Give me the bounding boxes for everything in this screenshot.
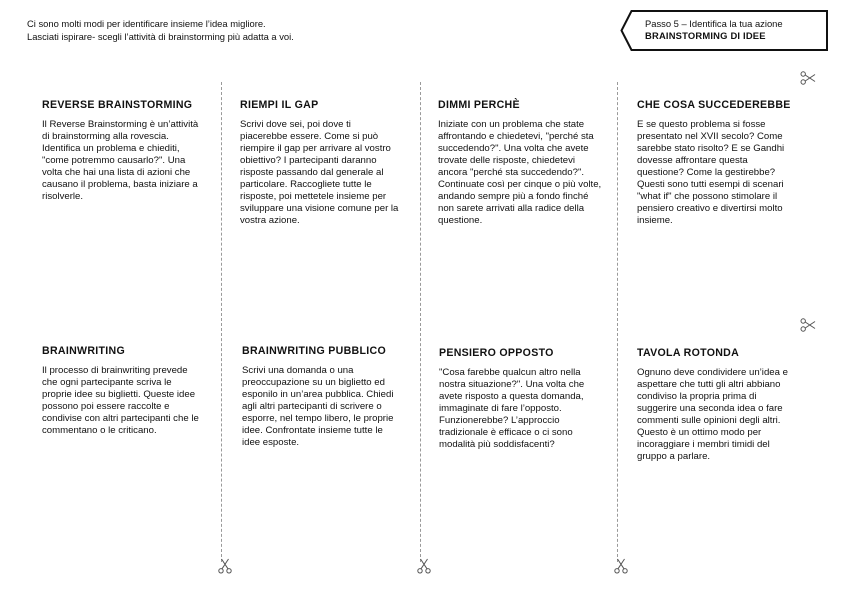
card-body: Il processo di brainwriting prevede che ogni partecipante scriva le proprie idee su biglietti. Queste idee possono poi essere raccolte e condivise con altri partecipanti che le commentano o le criticano. [42, 365, 199, 436]
card-title: TAVOLA ROTONDA [637, 347, 740, 359]
card-title: REVERSE BRAINSTORMING [42, 99, 193, 111]
card-title: DIMMI PERCHÈ [438, 99, 520, 111]
card-body: Ognuno deve condividere un’idea e aspettare che tutti gli altri abbiano condiviso la propria prima di suggerire una seconda idea o fare commenti sulle opinioni degli altri. Questo è un ottimo modo per incoraggiare i membri timidi del gruppo a parlare. [637, 367, 788, 462]
scissors-icon [614, 558, 628, 574]
card-title: BRAINWRITING [42, 345, 126, 357]
activity-card [637, 347, 799, 463]
card-body: "Cosa farebbe qualcun altro nella nostra situazione?". Una volta che avete risposto a questa domanda, immaginate di fare l’opposto. Funzionerebbe? L’approccio tradizionale è efficace o ci sono modalità più soddisfacenti? [439, 367, 585, 450]
activity-card [637, 99, 797, 227]
activity-card [42, 99, 204, 203]
card-title: PENSIERO OPPOSTO [439, 347, 554, 359]
intro-text [27, 17, 294, 43]
step-text [645, 18, 783, 42]
intro-line-1: Ci sono molti modi per identificare insieme l’idea migliore. [27, 18, 266, 29]
card-title: CHE COSA SUCCEDEREBBE [637, 99, 791, 111]
card-title: RIEMPI IL GAP [240, 99, 319, 111]
card-body: Il Reverse Brainstorming è un’attività di brainstorming alla rovescia. Identifica un problema e chiediti, "come potremmo causarlo?". Una volta che hai una lista di azioni che causano il problema, basta iniziare a risolverle. [42, 119, 199, 202]
card-body: Scrivi dove sei, poi dove ti piacerebbe essere. Come si può riempire il gap per arrivare al vostro obiettivo? I partecipanti daranno risposte passando dal generale al particolare. Raccogliete tutte le risposte, poi mettetele insieme per sviluppare una visione comune per la vostra azione. [240, 119, 399, 226]
step-tag [620, 10, 828, 51]
scissors-icon [218, 558, 232, 574]
scissors-icon [800, 318, 816, 332]
activity-card [240, 99, 400, 227]
step-title: BRAINSTORMING DI IDEE [645, 30, 766, 41]
cut-line-1 [221, 82, 222, 562]
card-body: Scrivi una domanda o una preoccupazione su un biglietto ed esponilo in un’area pubblica. Chiedi agli altri partecipanti di scrivere o esporre, nel tempo libero, le proprie idee. Confrontate insieme tutte le idee esposte. [242, 365, 394, 448]
card-body: E se questo problema si fosse presentato nel XVII secolo? Come sarebbe stato risolto? E se Gandhi dovesse affrontare questa questione? Come la gestirebbe? Questi sono tutti esempi di scenari "what if" che possono stimolare il pensiero creativo e divertirsi molto insieme. [637, 119, 785, 226]
activity-card [42, 345, 204, 437]
scissors-icon [417, 558, 431, 574]
intro-line-2: Lasciati ispirare- scegli l’attività di brainstorming più adatta a voi. [27, 31, 294, 42]
activity-card [242, 345, 402, 449]
cut-line-2 [420, 82, 421, 562]
activity-card [439, 347, 601, 451]
card-title: BRAINWRITING PUBBLICO [242, 345, 387, 357]
card-body: Iniziate con un problema che state affrontando e chiedetevi, "perché sta succedendo?". Una volta che avete trovate delle risposte, chiedetevi ancora "perché sta succedendo?". Continuate così per cinque o più volte, andando sempre più a fondo finché non sarete arrivati alla radice della questione. [438, 119, 602, 226]
scissors-icon [800, 71, 816, 85]
cut-line-3 [617, 82, 618, 562]
step-label: Passo 5 – Identifica la tua azione [645, 18, 783, 29]
activity-card [438, 99, 602, 227]
